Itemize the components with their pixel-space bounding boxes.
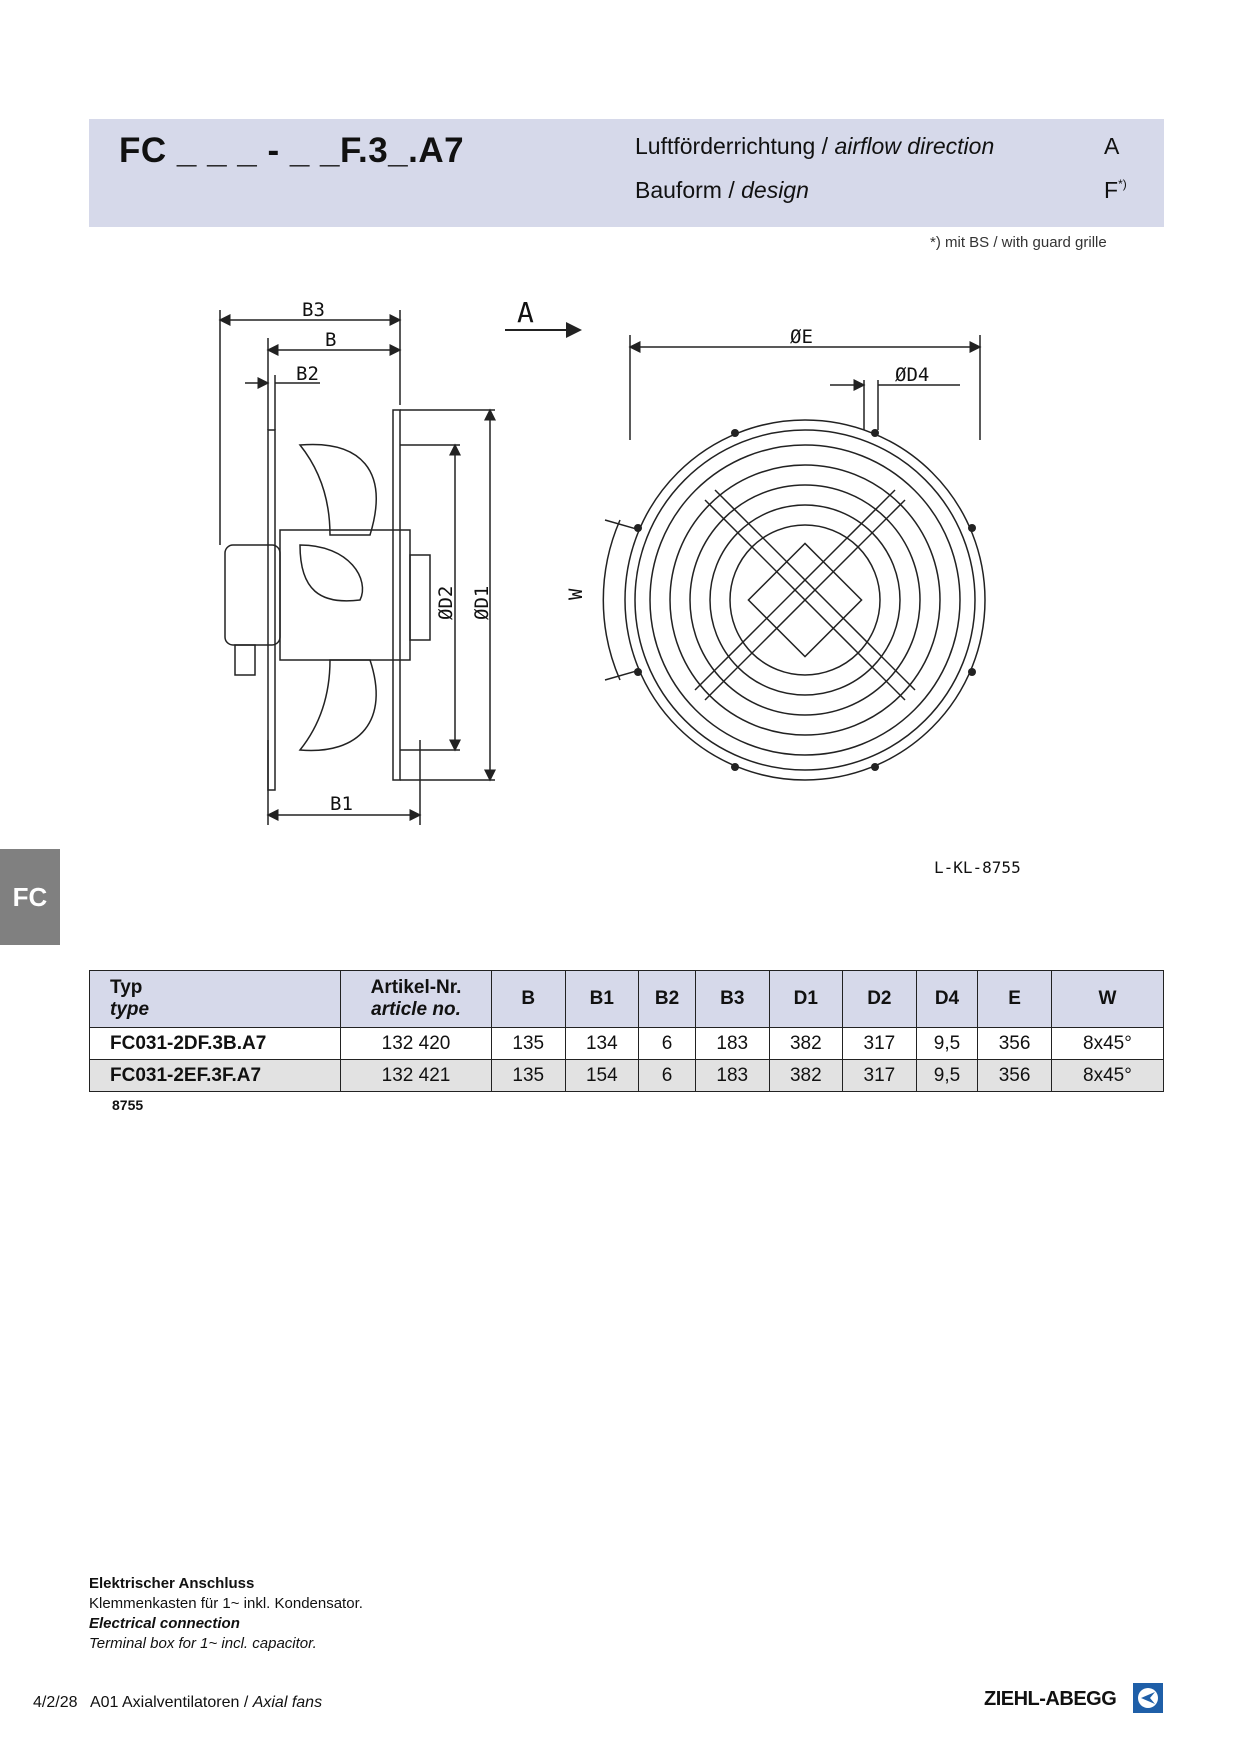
header-col: B1 bbox=[565, 971, 639, 1028]
dim-label-e: ØE bbox=[790, 326, 813, 348]
guard-grille-note: *) mit BS / with guard grille bbox=[930, 234, 1107, 251]
product-header bbox=[89, 119, 1164, 227]
page-number: 4/2/28 bbox=[33, 1694, 78, 1711]
cell-value: 317 bbox=[843, 1028, 917, 1060]
electrical-text-en: Terminal box for 1~ incl. capacitor. bbox=[89, 1635, 317, 1652]
cell-type: FC031-2EF.3F.A7 bbox=[90, 1060, 341, 1092]
cell-value: 382 bbox=[769, 1060, 843, 1092]
design-label-de: Bauform / bbox=[635, 177, 742, 203]
header-col: D1 bbox=[769, 971, 843, 1028]
table-code: 8755 bbox=[112, 1097, 144, 1113]
model-code: FC _ _ _ - _ _F.3_.A7 bbox=[119, 131, 465, 170]
section-de: A01 Axialventilatoren / bbox=[89, 1694, 253, 1711]
airflow-label-de: Luftförderrichtung / bbox=[635, 133, 835, 159]
cell-value: 317 bbox=[843, 1060, 917, 1092]
airflow-label-a: A bbox=[517, 296, 534, 329]
front-view bbox=[603, 335, 985, 780]
header-col: D4 bbox=[916, 971, 978, 1028]
cell-value: 382 bbox=[769, 1028, 843, 1060]
cell-value: 9,5 bbox=[916, 1028, 978, 1060]
cell-value: 183 bbox=[695, 1028, 769, 1060]
electrical-connection-note bbox=[89, 1574, 363, 1654]
cell-value: 6 bbox=[639, 1060, 696, 1092]
dim-label-b3: B3 bbox=[302, 299, 325, 321]
electrical-title-en: Electrical connection bbox=[89, 1615, 240, 1632]
cell-article: 132 420 bbox=[341, 1028, 492, 1060]
electrical-text-de: Klemmenkasten für 1~ inkl. Kondensator. bbox=[89, 1595, 363, 1612]
cell-article: 132 421 bbox=[341, 1060, 492, 1092]
dim-label-w: W bbox=[565, 588, 587, 600]
table-row bbox=[90, 1028, 1164, 1060]
header-col: B2 bbox=[639, 971, 696, 1028]
cell-value: 8x45° bbox=[1051, 1060, 1163, 1092]
page-footer bbox=[33, 1694, 322, 1712]
design-label-en: design bbox=[741, 177, 809, 203]
section-tab: FC bbox=[0, 849, 60, 945]
side-view bbox=[220, 310, 495, 825]
design-value: F*) bbox=[1104, 177, 1127, 203]
airflow-value: A bbox=[1104, 133, 1120, 159]
table-header-row bbox=[90, 971, 1164, 1028]
design-label bbox=[635, 177, 809, 204]
cell-value: 183 bbox=[695, 1060, 769, 1092]
technical-drawing bbox=[0, 280, 1241, 850]
cell-value: 135 bbox=[492, 1028, 566, 1060]
header-col: D2 bbox=[843, 971, 917, 1028]
drawing-code: L-KL-8755 bbox=[934, 858, 1021, 877]
table-row bbox=[90, 1060, 1164, 1092]
dim-label-d2: ØD2 bbox=[435, 585, 457, 620]
header-col: E bbox=[978, 971, 1052, 1028]
header-col: B3 bbox=[695, 971, 769, 1028]
dim-label-d1: ØD1 bbox=[471, 585, 493, 620]
header-col: W bbox=[1051, 971, 1163, 1028]
brand-name: ZIEHL-ABEGG bbox=[984, 1688, 1117, 1710]
cell-value: 356 bbox=[978, 1028, 1052, 1060]
cell-type: FC031-2DF.3B.A7 bbox=[90, 1028, 341, 1060]
section-en: Axial fans bbox=[252, 1694, 323, 1711]
header-article: Artikel-Nr. article no. bbox=[341, 971, 492, 1028]
electrical-title-de: Elektrischer Anschluss bbox=[89, 1575, 255, 1592]
airflow-label-en: airflow direction bbox=[834, 133, 995, 159]
cell-value: 154 bbox=[565, 1060, 639, 1092]
header-type: Typ type bbox=[90, 971, 341, 1028]
dim-label-b1: B1 bbox=[330, 793, 353, 815]
cell-value: 9,5 bbox=[916, 1060, 978, 1092]
header-col: B bbox=[492, 971, 566, 1028]
cell-value: 6 bbox=[639, 1028, 696, 1060]
dim-label-b2: B2 bbox=[296, 363, 319, 385]
specs-table bbox=[89, 970, 1164, 1092]
cell-value: 356 bbox=[978, 1060, 1052, 1092]
cell-value: 8x45° bbox=[1051, 1028, 1163, 1060]
cell-value: 134 bbox=[565, 1028, 639, 1060]
airflow-label bbox=[635, 133, 994, 160]
dim-label-d4: ØD4 bbox=[895, 364, 930, 386]
dim-label-b: B bbox=[325, 329, 337, 351]
cell-value: 135 bbox=[492, 1060, 566, 1092]
ziehl-abegg-logo-icon bbox=[1133, 1683, 1163, 1713]
